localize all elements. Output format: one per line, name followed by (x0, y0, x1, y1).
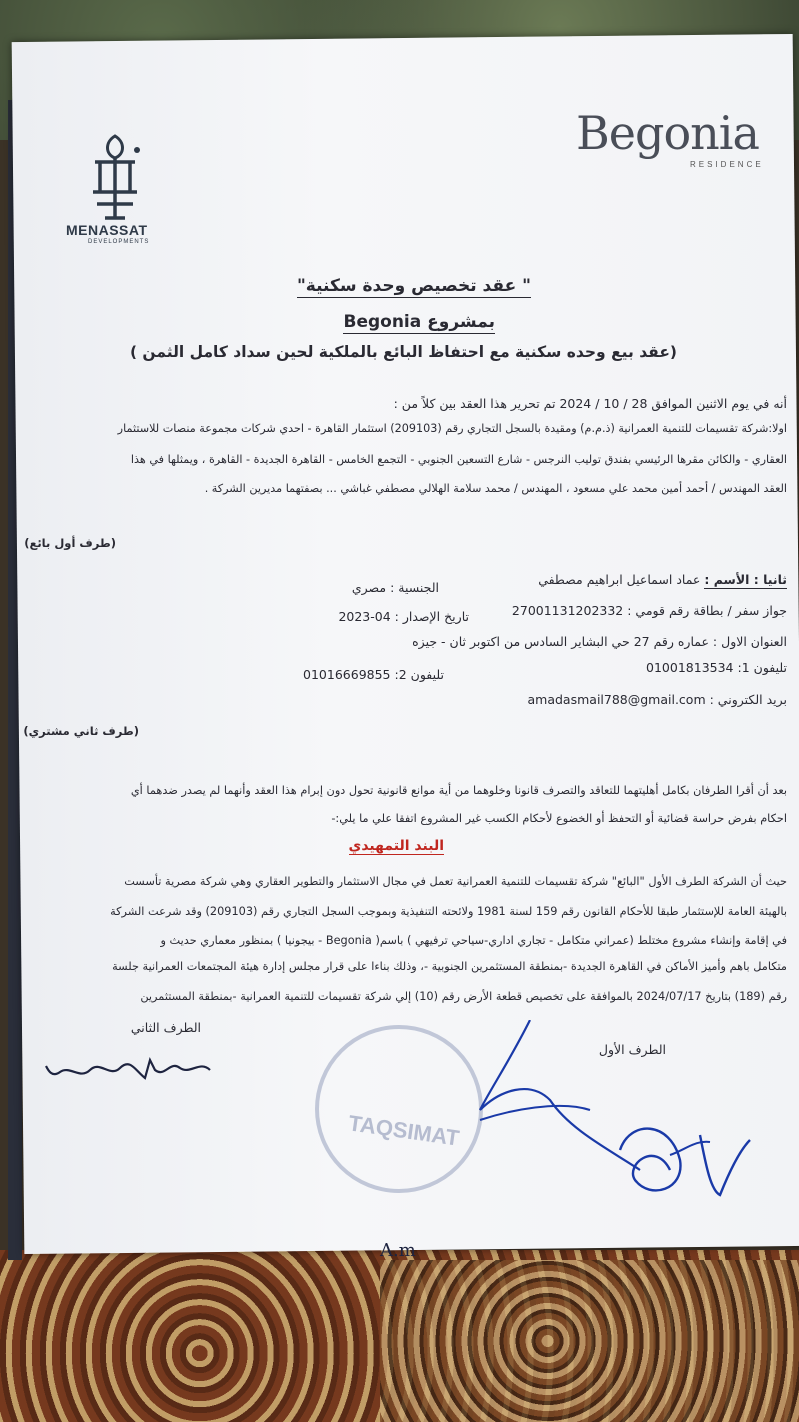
second-party-signature-label: الطرف الثاني (130, 1020, 201, 1035)
nationality: الجنسية : مصري (351, 580, 439, 595)
first-party-line-3: العقد المهندس / أحمد أمين محمد علي مسعود ، المهندس / محمد سلامة الهلالي مصطفي غباشي ... بصفتهما مديرين الشركة . (204, 482, 787, 495)
second-party-signature (40, 1040, 220, 1090)
phone-1-row: تليفون 1: 01001813534 (646, 660, 787, 675)
preamble-heading: البند التمهيدي (348, 838, 444, 854)
first-party-label: (طرف أول بائع) (24, 536, 116, 550)
phone-2-row: تليفون 2: 01016669855 (303, 667, 444, 682)
email-row: بريد الكتروني : amadasmail788@gmail.com (527, 692, 787, 707)
page-initials: A.m (380, 1240, 416, 1261)
preamble-line-5: رقم (189) بتاريخ 2024/07/17 بالموافقة على تخصيص قطعة الأرض رقم (10) إلي شركة تقسيمات للتنمية العمرانية -بمنطقة المستثمرين (140, 990, 787, 1003)
begonia-logo: Begonia (576, 106, 759, 160)
address: العنوان الاول : عماره رقم 27 حي البشاير السادس من اكتوبر ثان - جيزه (412, 634, 787, 649)
contract-subtitle: (عقد بيع وحده سكنية مع احتفاظ البائع بالملكية لحين سداد كامل الثمن ) (129, 343, 677, 361)
menassat-logo-subtitle: DEVELOPMENTS (88, 239, 150, 245)
first-party-line-2: العقاري - والكائن مقرها الرئيسي بفندق توليب النرجس - شارع التسعين الجنوبي - التجمع الخامس - القاهرة الجديدة - القاهرة ، ويمثلها في هذا (130, 453, 787, 466)
agreement-para-line-2: احكام بفرض حراسة قضائية أو التحفظ أو الخضوع لأحكام الكسب غير المشروع اتفقا علي ما يلي:- (331, 812, 787, 825)
preamble-line-2: بالهيئة العامة للإستثمار طبقا للأحكام القانون رقم 159 لسنة 1981 ولائحته التنفيذية وبموجب السجل التجاري رقم (209103) وقد شرعت الشركة (110, 905, 787, 918)
begonia-logo-subtitle: RESIDENCE (690, 160, 764, 169)
menassat-logo: MENASSAT (66, 222, 148, 238)
first-party-signature (470, 1020, 770, 1210)
id-number-row: جواز سفر / بطاقة رقم قومي : 27001131202332 (511, 603, 787, 618)
preamble-line-4: متكامل باهم وأميز الأماكن في القاهرة الجديدة -بمنطقة المستثمرين الجنوبية -، وذلك بناءا على قرار مجلس إدارة هيئة المجتمعات العمرانية جلسة (112, 960, 787, 973)
agreement-para-line-1: بعد أن أقرا الطرفان بكامل أهليتهما للتعاقد والتصرف قانونا وخلوهما من أية موانع قانونية تحول دون إبرام هذا العقد وأنهما لم يصدر ضدهما أي (130, 784, 787, 797)
project-title: بمشروع Begonia (343, 312, 495, 332)
preamble-line-3: في إقامة وإنشاء مشروع مختلط (عمراني متكامل - تجاري اداري-سياحي ترفيهي ) باسم( Begonia - بيجونيا ) بمنظور معماري حديث و (160, 934, 787, 947)
stamp-text: TAQSIMAT (346, 1110, 461, 1151)
second-party-name: ثانيا : الأسم : عماد اسماعيل ابراهيم مصطفي (538, 572, 787, 587)
first-party-signature-label: الطرف الأول (598, 1042, 666, 1057)
first-party-line-1: اولا:شركة تقسيمات للتنمية العمرانية (ذ.م.م) ومقيدة بالسجل التجاري رقم (209103) استثمار القاهرة - احدي شركات مجموعة منصات للاستثمار (117, 422, 787, 435)
contract-title: " عقد تخصيص وحدة سكنية" (296, 276, 531, 296)
date-line: أنه في يوم الاثنين الموافق 28 / 10 / 2024 تم تحرير هذا العقد بين كلاً من : (393, 396, 787, 411)
menassat-logo-icon (75, 132, 155, 224)
issue-date-row: تاريخ الإصدار : 2023-04 (338, 609, 469, 624)
second-party-label: (طرف ثاني مشتري) (23, 724, 139, 738)
preamble-line-1: حيث أن الشركة الطرف الأول "البائع" شركة تقسيمات للتنمية العمرانية تعمل في مجال الاستثمار والتطوير العقاري وهي شركة مصرية تأسست (124, 875, 787, 888)
company-stamp (315, 1025, 483, 1193)
